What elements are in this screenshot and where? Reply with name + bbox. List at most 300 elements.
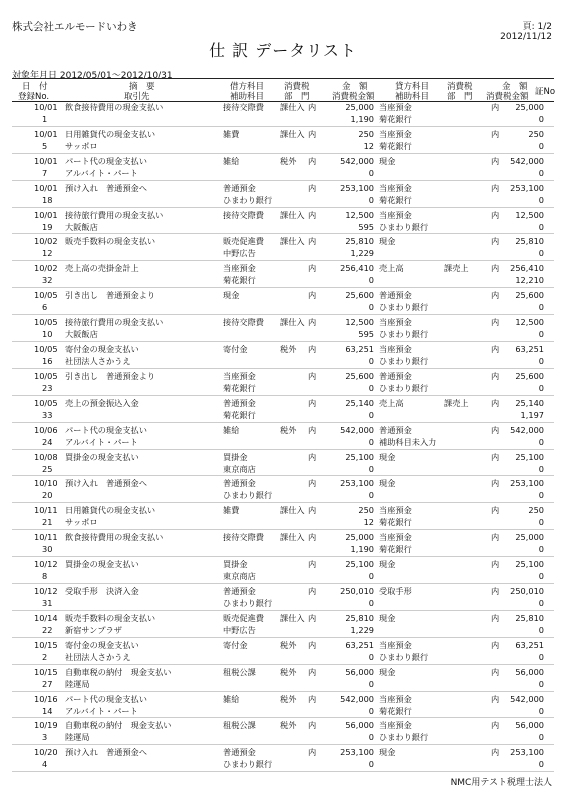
entry-credit-amount: 25,810 <box>515 236 544 247</box>
entry-credit-amount: 25,100 <box>515 559 544 570</box>
entry-credit-sub: ひまわり銀行 <box>379 356 429 367</box>
entry-date: 10/01 <box>34 155 58 166</box>
entry-summary: 買掛金の現金支払い <box>65 559 139 570</box>
journal-row <box>12 745 554 772</box>
entry-credit-tax-amount: 0 <box>538 194 544 205</box>
entry-summary: 接待旅行費用の現金支払い <box>65 209 164 220</box>
entry-partner: アルバイト・パート <box>65 167 138 178</box>
entry-credit-account: 当座預金 <box>379 693 412 704</box>
entry-debit-amount: 25,810 <box>345 236 374 247</box>
entry-credit-tax-amount: 0 <box>538 221 544 232</box>
entry-credit-account: 普通預金 <box>379 424 412 435</box>
entry-debit-amount: 25,100 <box>345 559 374 570</box>
entry-debit-account: 寄付金 <box>223 344 248 355</box>
entry-credit-tax: 課売上 <box>444 263 469 274</box>
entry-credit-account: 当座預金 <box>379 532 412 543</box>
entry-credit-sub: ひまわり銀行 <box>379 221 429 232</box>
entry-debit-account: 普通預金 <box>223 478 256 489</box>
entry-credit-inout: 内 <box>491 209 500 220</box>
entry-date: 10/01 <box>34 182 58 193</box>
entry-debit-account: 接待交際費 <box>223 102 264 112</box>
entry-debit-inout: 内 <box>308 720 317 731</box>
entry-date: 10/20 <box>34 747 58 758</box>
entry-debit-tax-amount: 1,229 <box>350 624 374 635</box>
entry-credit-tax-amount: 0 <box>538 544 544 555</box>
entry-debit-tax-amount: 0 <box>368 651 374 662</box>
entry-debit-account: 販売促進費 <box>223 236 264 247</box>
entry-credit-tax-amount: 0 <box>538 436 544 447</box>
entry-credit-amount: 542,000 <box>510 693 544 704</box>
entry-credit-tax-amount: 0 <box>538 140 544 151</box>
journal-row <box>12 396 554 423</box>
entry-debit-amount: 25,000 <box>345 532 374 543</box>
entry-date: 10/05 <box>34 397 58 408</box>
entry-debit-amount: 25,810 <box>345 612 374 623</box>
entry-debit-account: 買掛金 <box>223 451 248 462</box>
journal-row <box>12 692 554 719</box>
entry-credit-tax-amount: 0 <box>538 302 544 313</box>
entry-debit-amount: 63,251 <box>345 344 374 355</box>
entry-credit-inout: 内 <box>491 478 500 489</box>
entry-credit-inout: 内 <box>491 128 500 139</box>
entry-reg-no: 3 <box>42 732 48 743</box>
journal-row <box>12 315 554 342</box>
entry-credit-account: 現金 <box>379 236 396 247</box>
entry-credit-account: 普通預金 <box>379 370 412 381</box>
entry-credit-amount: 25,100 <box>515 451 544 462</box>
entry-summary: パート代の現金支払い <box>65 424 147 435</box>
entry-credit-inout: 内 <box>491 424 500 435</box>
entry-credit-tax-amount: 0 <box>538 678 544 689</box>
journal-row <box>12 611 554 638</box>
entry-reg-no: 33 <box>42 409 53 420</box>
entry-debit-inout: 内 <box>308 666 317 677</box>
entry-debit-amount: 250,010 <box>340 586 374 597</box>
entry-debit-inout: 内 <box>308 612 317 623</box>
col-debit-sub: 補助科目 <box>230 92 265 102</box>
entry-reg-no: 7 <box>42 167 48 178</box>
entry-credit-inout: 内 <box>491 102 500 112</box>
entry-debit-account: 販売促進費 <box>223 612 264 623</box>
entry-credit-account: 当座預金 <box>379 128 412 139</box>
entry-debit-account: 普通預金 <box>223 586 256 597</box>
column-header <box>12 78 554 102</box>
entry-credit-tax-amount: 0 <box>538 248 544 259</box>
entry-credit-tax-amount: 0 <box>538 382 544 393</box>
entry-credit-inout: 内 <box>491 317 500 328</box>
entry-debit-inout: 内 <box>308 182 317 193</box>
company-name: 株式会社エルモードいわき <box>12 21 138 33</box>
entry-credit-amount: 12,500 <box>515 209 544 220</box>
col-debit-amount: 金 額 <box>342 82 368 92</box>
entry-credit-tax-amount: 0 <box>538 571 544 582</box>
entry-credit-inout: 内 <box>491 397 500 408</box>
entry-credit-account: 当座預金 <box>379 344 412 355</box>
entry-reg-no: 24 <box>42 436 53 447</box>
entry-credit-account: 当座預金 <box>379 182 412 193</box>
entry-debit-inout: 内 <box>308 155 317 166</box>
entry-debit-amount: 63,251 <box>345 639 374 650</box>
entry-credit-tax-amount: 0 <box>538 517 544 528</box>
entry-debit-account: 雑給 <box>223 424 240 435</box>
entry-debit-amount: 12,500 <box>345 209 374 220</box>
entry-debit-inout: 内 <box>308 290 317 301</box>
entry-credit-amount: 25,810 <box>515 612 544 623</box>
entry-partner: 大阪飯店 <box>65 221 98 232</box>
entry-debit-account: 買掛金 <box>223 559 248 570</box>
entry-debit-amount: 25,600 <box>345 370 374 381</box>
entry-debit-inout: 内 <box>308 397 317 408</box>
entry-credit-sub: 菊花銀行 <box>379 140 412 151</box>
entry-debit-tax: 税外 <box>280 424 297 435</box>
entry-debit-account: 接待交際費 <box>223 317 264 328</box>
entry-credit-sub: 菊花銀行 <box>379 705 412 716</box>
entry-debit-tax: 課仕入 <box>280 612 305 623</box>
entry-summary: 売上の預金振込入金 <box>65 397 139 408</box>
journal-row <box>12 503 554 530</box>
entry-credit-account: 現金 <box>379 559 396 570</box>
entry-credit-sub: ひまわり銀行 <box>379 651 429 662</box>
journal-row <box>12 234 554 261</box>
entry-date: 10/14 <box>34 612 58 623</box>
entry-credit-tax-amount: 0 <box>538 356 544 367</box>
entry-reg-no: 4 <box>42 759 48 770</box>
entry-debit-amount: 253,100 <box>340 747 374 758</box>
entry-debit-tax-amount: 0 <box>368 678 374 689</box>
entry-date: 10/01 <box>34 102 58 112</box>
entry-summary: 日用雑貨代の現金支払い <box>65 128 156 139</box>
entry-credit-sub: ひまわり銀行 <box>379 329 429 340</box>
entry-credit-tax-amount: 0 <box>538 759 544 770</box>
col-debit-account: 借方科目 <box>230 82 265 92</box>
entry-reg-no: 25 <box>42 463 53 474</box>
entry-debit-sub: ひまわり銀行 <box>223 490 273 501</box>
entry-debit-account: 当座預金 <box>223 370 256 381</box>
entry-debit-tax-amount: 12 <box>363 517 374 528</box>
entry-summary: 寄付金の現金支払い <box>65 639 139 650</box>
footer-firm: NMC用テスト税理士法人 <box>450 778 552 788</box>
entry-debit-amount: 253,100 <box>340 182 374 193</box>
entry-partner: 社団法人さかうえ <box>65 651 131 662</box>
entry-date: 10/02 <box>34 263 58 274</box>
entry-summary: パート代の現金支払い <box>65 155 147 166</box>
entry-credit-inout: 内 <box>491 532 500 543</box>
entry-credit-inout: 内 <box>491 344 500 355</box>
entry-debit-amount: 25,100 <box>345 451 374 462</box>
entry-debit-inout: 内 <box>308 586 317 597</box>
entry-date: 10/12 <box>34 559 58 570</box>
entry-debit-tax-amount: 0 <box>368 732 374 743</box>
entry-summary: 預け入れ 普通預金へ <box>65 182 147 193</box>
entry-credit-amount: 250,010 <box>510 586 544 597</box>
entry-debit-amount: 256,410 <box>340 263 374 274</box>
entry-credit-tax-amount: 0 <box>538 732 544 743</box>
entry-date: 10/01 <box>34 128 58 139</box>
entry-debit-tax-amount: 1,190 <box>350 544 374 555</box>
entry-date: 10/05 <box>34 370 58 381</box>
col-partner: 取引先 <box>124 92 150 102</box>
entry-debit-account: 当座預金 <box>223 263 256 274</box>
entry-debit-sub: 菊花銀行 <box>223 382 256 393</box>
entry-date: 10/16 <box>34 693 58 704</box>
entry-debit-tax: 課仕入 <box>280 317 305 328</box>
journal-row <box>12 584 554 611</box>
entry-credit-account: 当座預金 <box>379 720 412 731</box>
entry-debit-inout: 内 <box>308 532 317 543</box>
journal-row <box>12 181 554 208</box>
entry-credit-amount: 63,251 <box>515 639 544 650</box>
entry-partner: アルバイト・パート <box>65 705 138 716</box>
entry-credit-amount: 256,410 <box>510 263 544 274</box>
entry-credit-tax: 課売上 <box>444 397 469 408</box>
entry-credit-tax-amount: 0 <box>538 705 544 716</box>
entry-summary: 受取手形 決済入金 <box>65 586 139 597</box>
entry-reg-no: 6 <box>42 302 48 313</box>
entry-partner: 大阪飯店 <box>65 329 98 340</box>
entry-debit-amount: 542,000 <box>340 155 374 166</box>
entry-debit-amount: 25,140 <box>345 397 374 408</box>
report-title: 仕 訳 データリスト <box>209 41 357 60</box>
entry-debit-tax-amount: 0 <box>368 490 374 501</box>
entry-reg-no: 27 <box>42 678 53 689</box>
entry-debit-sub: 東京商店 <box>223 463 256 474</box>
entry-debit-account: 雑給 <box>223 693 240 704</box>
entry-debit-amount: 12,500 <box>345 317 374 328</box>
entry-debit-tax-amount: 0 <box>368 571 374 582</box>
entry-debit-inout: 内 <box>308 370 317 381</box>
entry-partner: サッポロ <box>65 140 98 151</box>
entry-reg-no: 21 <box>42 517 53 528</box>
entry-summary: 寄付金の現金支払い <box>65 344 139 355</box>
entry-credit-amount: 542,000 <box>510 424 544 435</box>
col-debit-tax: 消費税 <box>284 82 310 92</box>
entry-debit-tax: 課仕入 <box>280 505 305 516</box>
entry-reg-no: 22 <box>42 624 53 635</box>
entry-date: 10/10 <box>34 478 58 489</box>
entry-credit-sub: 菊花銀行 <box>379 114 412 124</box>
entry-summary: 自動車税の納付 現金支払い <box>65 666 172 677</box>
entry-debit-inout: 内 <box>308 693 317 704</box>
entry-credit-inout: 内 <box>491 182 500 193</box>
entry-credit-account: 当座預金 <box>379 505 412 516</box>
entry-debit-tax-amount: 0 <box>368 759 374 770</box>
entry-credit-sub: ひまわり銀行 <box>379 302 429 313</box>
entry-credit-tax-amount: 0 <box>538 463 544 474</box>
entry-date: 10/11 <box>34 505 58 516</box>
entry-credit-account: 普通預金 <box>379 290 412 301</box>
col-debit-tax-amount: 消費税金額 <box>332 92 375 102</box>
entry-debit-inout: 内 <box>308 128 317 139</box>
entry-credit-amount: 250 <box>528 128 544 139</box>
entry-summary: 売上高の売掛金計上 <box>65 263 139 274</box>
journal-row <box>12 718 554 745</box>
col-credit-account: 貸方科目 <box>395 82 430 92</box>
entry-debit-tax: 税外 <box>280 693 297 704</box>
entry-credit-account: 当座預金 <box>379 102 412 112</box>
journal-row <box>12 208 554 235</box>
entry-credit-amount: 253,100 <box>510 478 544 489</box>
entry-debit-tax-amount: 0 <box>368 598 374 609</box>
entry-credit-inout: 内 <box>491 559 500 570</box>
entry-debit-inout: 内 <box>308 478 317 489</box>
entry-debit-account: 接待交際費 <box>223 209 264 220</box>
entry-credit-tax-amount: 0 <box>538 624 544 635</box>
entry-credit-amount: 253,100 <box>510 747 544 758</box>
entry-debit-account: 現金 <box>223 290 240 301</box>
entry-debit-tax: 税外 <box>280 639 297 650</box>
entry-debit-tax: 課仕入 <box>280 128 305 139</box>
journal-row <box>12 557 554 584</box>
entry-debit-sub: ひまわり銀行 <box>223 598 273 609</box>
entry-credit-inout: 内 <box>491 451 500 462</box>
entry-credit-tax-amount: 0 <box>538 651 544 662</box>
entry-date: 10/06 <box>34 424 58 435</box>
entry-debit-tax: 税外 <box>280 720 297 731</box>
entry-credit-sub: 菊花銀行 <box>379 517 412 528</box>
entry-debit-tax-amount: 0 <box>368 356 374 367</box>
entry-credit-tax-amount: 0 <box>538 490 544 501</box>
entry-partner: サッポロ <box>65 517 98 528</box>
entry-debit-account: 雑給 <box>223 155 240 166</box>
entry-debit-tax: 課仕入 <box>280 102 305 112</box>
entry-debit-inout: 内 <box>308 639 317 650</box>
entry-debit-account: 普通預金 <box>223 747 256 758</box>
entry-credit-sub: ひまわり銀行 <box>379 732 429 743</box>
entry-debit-amount: 56,000 <box>345 666 374 677</box>
entry-credit-tax-amount: 0 <box>538 598 544 609</box>
entry-credit-amount: 25,000 <box>515 102 544 112</box>
entry-debit-inout: 内 <box>308 747 317 758</box>
entry-debit-sub: 中野広告 <box>223 248 256 259</box>
entry-debit-inout: 内 <box>308 317 317 328</box>
entry-partner: 陸運局 <box>65 678 90 689</box>
entry-credit-amount: 25,600 <box>515 290 544 301</box>
entry-debit-tax-amount: 0 <box>368 382 374 393</box>
entry-debit-inout: 内 <box>308 263 317 274</box>
entry-credit-account: 現金 <box>379 451 396 462</box>
entry-debit-sub: ひまわり銀行 <box>223 194 273 205</box>
entry-reg-no: 19 <box>42 221 53 232</box>
entry-debit-amount: 250 <box>358 128 374 139</box>
entry-reg-no: 18 <box>42 194 53 205</box>
entry-credit-inout: 内 <box>491 290 500 301</box>
entry-credit-inout: 内 <box>491 155 500 166</box>
entry-credit-inout: 内 <box>491 747 500 758</box>
entry-credit-account: 現金 <box>379 478 396 489</box>
entry-reg-no: 2 <box>42 651 48 662</box>
entry-credit-inout: 内 <box>491 612 500 623</box>
entry-debit-account: 普通預金 <box>223 182 256 193</box>
col-credit-amount: 金 額 <box>502 82 528 92</box>
entry-credit-amount: 25,600 <box>515 370 544 381</box>
entry-credit-account: 現金 <box>379 666 396 677</box>
entry-credit-amount: 542,000 <box>510 155 544 166</box>
entry-reg-no: 16 <box>42 356 53 367</box>
entry-date: 10/05 <box>34 290 58 301</box>
entry-date: 10/05 <box>34 344 58 355</box>
entry-credit-amount: 56,000 <box>515 720 544 731</box>
entry-credit-amount: 12,500 <box>515 317 544 328</box>
entry-reg-no: 30 <box>42 544 53 555</box>
col-summary: 摘 要 <box>129 82 155 92</box>
entry-debit-account: 雑費 <box>223 128 240 139</box>
entry-credit-inout: 内 <box>491 720 500 731</box>
entry-credit-inout: 内 <box>491 370 500 381</box>
entry-credit-sub: 補助科目未入力 <box>379 436 437 447</box>
entry-summary: 販売手数料の現金支払い <box>65 612 156 623</box>
entry-summary: 自動車税の納付 現金支払い <box>65 720 172 731</box>
col-reg-no: 登録No. <box>18 92 50 102</box>
entry-credit-account: 現金 <box>379 747 396 758</box>
entry-debit-amount: 542,000 <box>340 424 374 435</box>
entry-debit-tax-amount: 0 <box>368 705 374 716</box>
entry-reg-no: 8 <box>42 571 48 582</box>
entry-debit-account: 寄付金 <box>223 639 248 650</box>
entry-debit-tax-amount: 0 <box>368 275 374 286</box>
journal-row <box>12 530 554 557</box>
entry-debit-tax-amount: 0 <box>368 302 374 313</box>
entry-debit-tax-amount: 0 <box>368 167 374 178</box>
entry-reg-no: 12 <box>42 248 53 259</box>
entry-credit-tax-amount: 0 <box>538 114 544 124</box>
entry-credit-amount: 63,251 <box>515 344 544 355</box>
entry-credit-account: 売上高 <box>379 397 404 408</box>
entry-credit-inout: 内 <box>491 639 500 650</box>
entry-summary: 預け入れ 普通預金へ <box>65 747 147 758</box>
col-credit-tax-amount: 消費税金額 <box>486 92 529 102</box>
entry-credit-amount: 56,000 <box>515 666 544 677</box>
entry-partner: アルバイト・パート <box>65 436 138 447</box>
journal-row <box>12 638 554 665</box>
entry-credit-account: 現金 <box>379 612 396 623</box>
entry-debit-inout: 内 <box>308 236 317 247</box>
entry-credit-account: 売上高 <box>379 263 404 274</box>
entry-debit-sub: 菊花銀行 <box>223 275 256 286</box>
entry-credit-account: 当座預金 <box>379 209 412 220</box>
entry-credit-amount: 250 <box>528 505 544 516</box>
entry-debit-tax-amount: 1,229 <box>350 248 374 259</box>
entry-debit-tax-amount: 0 <box>368 194 374 205</box>
entry-debit-inout: 内 <box>308 344 317 355</box>
entry-credit-tax-amount: 12,210 <box>515 275 544 286</box>
entry-summary: 預け入れ 普通預金へ <box>65 478 147 489</box>
entry-date: 10/15 <box>34 639 58 650</box>
entry-date: 10/11 <box>34 532 58 543</box>
entry-date: 10/01 <box>34 209 58 220</box>
entry-summary: 引き出し 普通預金より <box>65 370 156 381</box>
entry-debit-sub: 東京商店 <box>223 571 256 582</box>
entry-debit-account: 租税公課 <box>223 666 256 677</box>
entry-summary: パート代の現金支払い <box>65 693 147 704</box>
entry-debit-amount: 250 <box>358 505 374 516</box>
entry-credit-tax-amount: 1,197 <box>520 409 544 420</box>
entry-debit-tax-amount: 595 <box>358 329 374 340</box>
entry-summary: 接待旅行費用の現金支払い <box>65 317 164 328</box>
col-voucher-no: 証No <box>535 87 556 97</box>
entry-debit-inout: 内 <box>308 505 317 516</box>
entry-credit-account: 当座預金 <box>379 639 412 650</box>
entry-reg-no: 32 <box>42 275 53 286</box>
entry-debit-account: 接待交際費 <box>223 532 264 543</box>
entry-credit-account: 当座預金 <box>379 317 412 328</box>
entry-debit-amount: 25,600 <box>345 290 374 301</box>
entry-debit-sub: 菊花銀行 <box>223 409 256 420</box>
entry-debit-sub: 中野広告 <box>223 624 256 635</box>
entry-debit-tax: 課仕入 <box>280 236 305 247</box>
entry-debit-inout: 内 <box>308 102 317 112</box>
journal-row <box>12 127 554 154</box>
entry-credit-amount: 253,100 <box>510 182 544 193</box>
